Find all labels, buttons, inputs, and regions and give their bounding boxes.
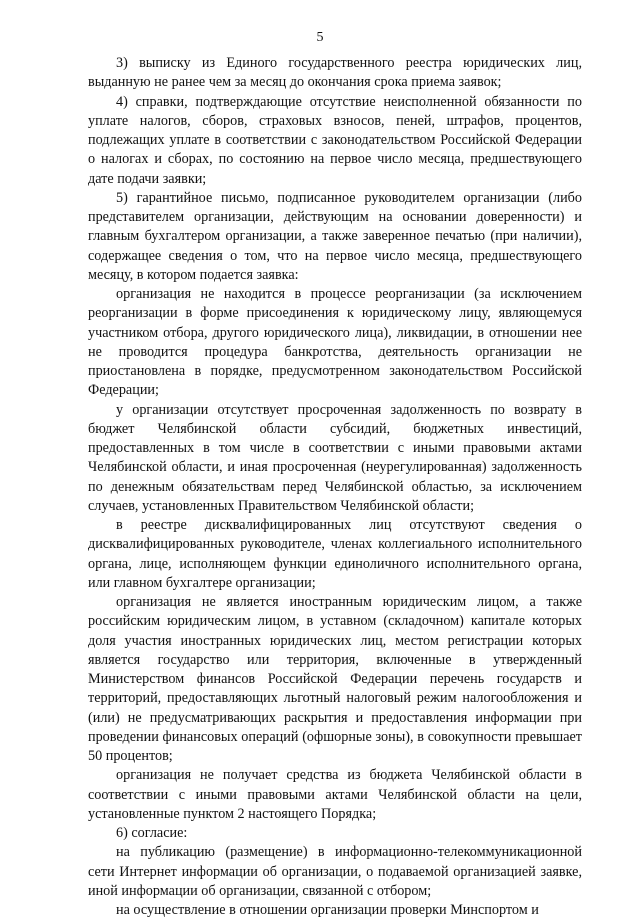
paragraph-consent-inspection: на осуществление в отношении организации проверки Минспортом и xyxy=(116,902,539,918)
paragraph-consent-publication: на публикацию (размещение) в информационно-телекоммуникационной сети Интернет информации об организации, о подаваемой организацией заявке, иной информации об организации, связанной с отбором; xyxy=(88,844,582,899)
paragraph-no-overdue-debt: у организации отсутствует просроченная задолженность по возврату в бюджет Челябинской области субсидий, бюджетных инвестиций, предоставленных в том числе в соответствии с иными правовыми актами Челябинской области, и иная просроченная (неурегулированная) задолженность по денежным обязательствам перед Челябинской областью, за исключением случаев, установленных Правительством Челябинской области; xyxy=(88,401,582,514)
paragraph-item-6: 6) согласие: xyxy=(116,825,188,841)
paragraph-item-3: 3) выписку из Единого государственного реестра юридических лиц, выданную не ранее чем за месяц до окончания срока приема заявок; xyxy=(88,55,582,91)
document-body xyxy=(88,54,582,920)
paragraph-item-5: 5) гарантийное письмо, подписанное руководителем организации (либо представителем организации, действующим на основании доверенности) и главным бухгалтером организации, а также заверенное печатью (при наличии), содержащее сведения о том, что на первое число месяца, предшествующего месяцу, в котором подается заявка: xyxy=(88,189,582,283)
paragraph-item-4: 4) справки, подтверждающие отсутствие неисполненной обязанности по уплате налогов, сборов, страховых взносов, пеней, штрафов, процентов, подлежащих уплате в соответствии с законодательством Российской Федерации о налогах и сборах, по состоянию на первое число месяца, предшествующего дате подачи заявки; xyxy=(88,93,582,187)
paragraph-no-reorganization: организация не находится в процессе реорганизации (за исключением реорганизации в форме присоединения к юридическому лицу, являющемуся участником отбора, другого юридического лица), ликвидации, в отношении нее не проводится процедура банкротства, деятельность организации не приостановлена в порядке, предусмотренном законодательством Российской Федерации; xyxy=(88,286,582,399)
page-number: 5 xyxy=(316,30,324,45)
paragraph-no-disqualified-persons: в реестре дисквалифицированных лиц отсутствуют сведения о дисквалифицированных руководителе, членах коллегиального исполнительного органа, лице, исполняющем функции единоличного исполнительного органа, или главном бухгалтере организации; xyxy=(88,517,582,591)
paragraph-no-regional-funds: организация не получает средства из бюджета Челябинской области в соответствии с иными правовыми актами Челябинской области на цели, установленные пунктом 2 настоящего Порядка; xyxy=(88,767,582,822)
paragraph-not-foreign-entity: организация не является иностранным юридическим лицом, а также российским юридическим лицом, в уставном (складочном) капитале которых доля участия иностранных юридических лиц, местом регистрации которых является государство или территория, включенные в утвержденный Министерством финансов Российской Федерации перечень государств и территорий, предоставляющих льготный налоговый режим налогообложения и (или) не предусматривающих раскрытия и предоставления информации при проведении финансовых операций (офшорные зоны), в совокупности превышает 50 процентов; xyxy=(88,594,582,764)
